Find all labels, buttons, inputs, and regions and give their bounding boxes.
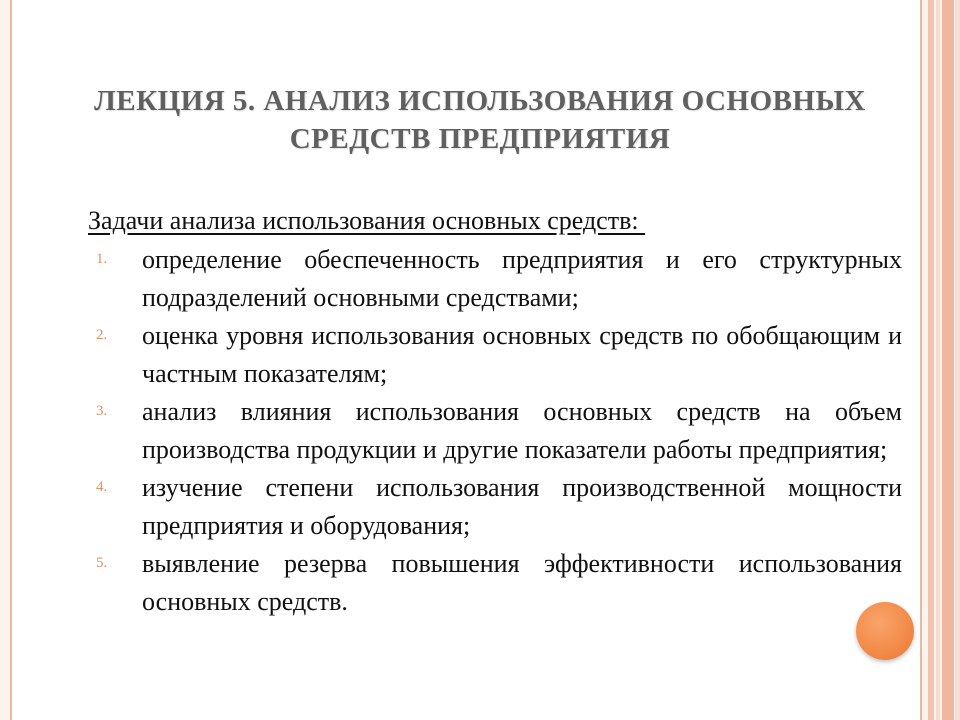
slide-title: ЛЕКЦИЯ 5. АНАЛИЗ ИСПОЛЬЗОВАНИЯ ОСНОВНЫХ СРЕДСТВ ПРЕДПРИЯТИЯ — [94, 85, 866, 155]
list-item-text: анализ влияния использования основных средств на объем производства продукции и другие показатели работы предприятия; — [142, 397, 902, 464]
list-item-text: определение обеспеченность предприятия и его структурных подразделений основными средствами; — [142, 245, 902, 312]
list-item-number: 4. — [96, 479, 108, 495]
decorative-stripe — [936, 0, 940, 720]
decorative-stripe — [955, 0, 960, 720]
list-item-text: выявление резерва повышения эффективности использования основных средств. — [142, 549, 902, 616]
decorative-stripe — [928, 0, 934, 720]
list-item-number: 1. — [96, 251, 108, 267]
list-item-text: изучение степени использования производственной мощности предприятия и оборудования; — [142, 473, 902, 540]
list-item — [92, 393, 902, 469]
task-list — [92, 241, 902, 621]
list-item — [92, 241, 902, 317]
orange-circle-decoration — [856, 602, 914, 660]
list-item-number: 2. — [96, 327, 108, 343]
list-item-number: 3. — [96, 403, 108, 419]
list-item — [92, 469, 902, 545]
list-item-text: оценка уровня использования основных средств по обобщающим и частным показателям; — [142, 321, 902, 388]
list-item — [92, 545, 902, 621]
decorative-stripe — [942, 0, 954, 720]
list-item — [92, 317, 902, 393]
tasks-heading: Задачи анализа использования основных средств: — [88, 206, 646, 235]
list-item-number: 5. — [96, 555, 108, 571]
